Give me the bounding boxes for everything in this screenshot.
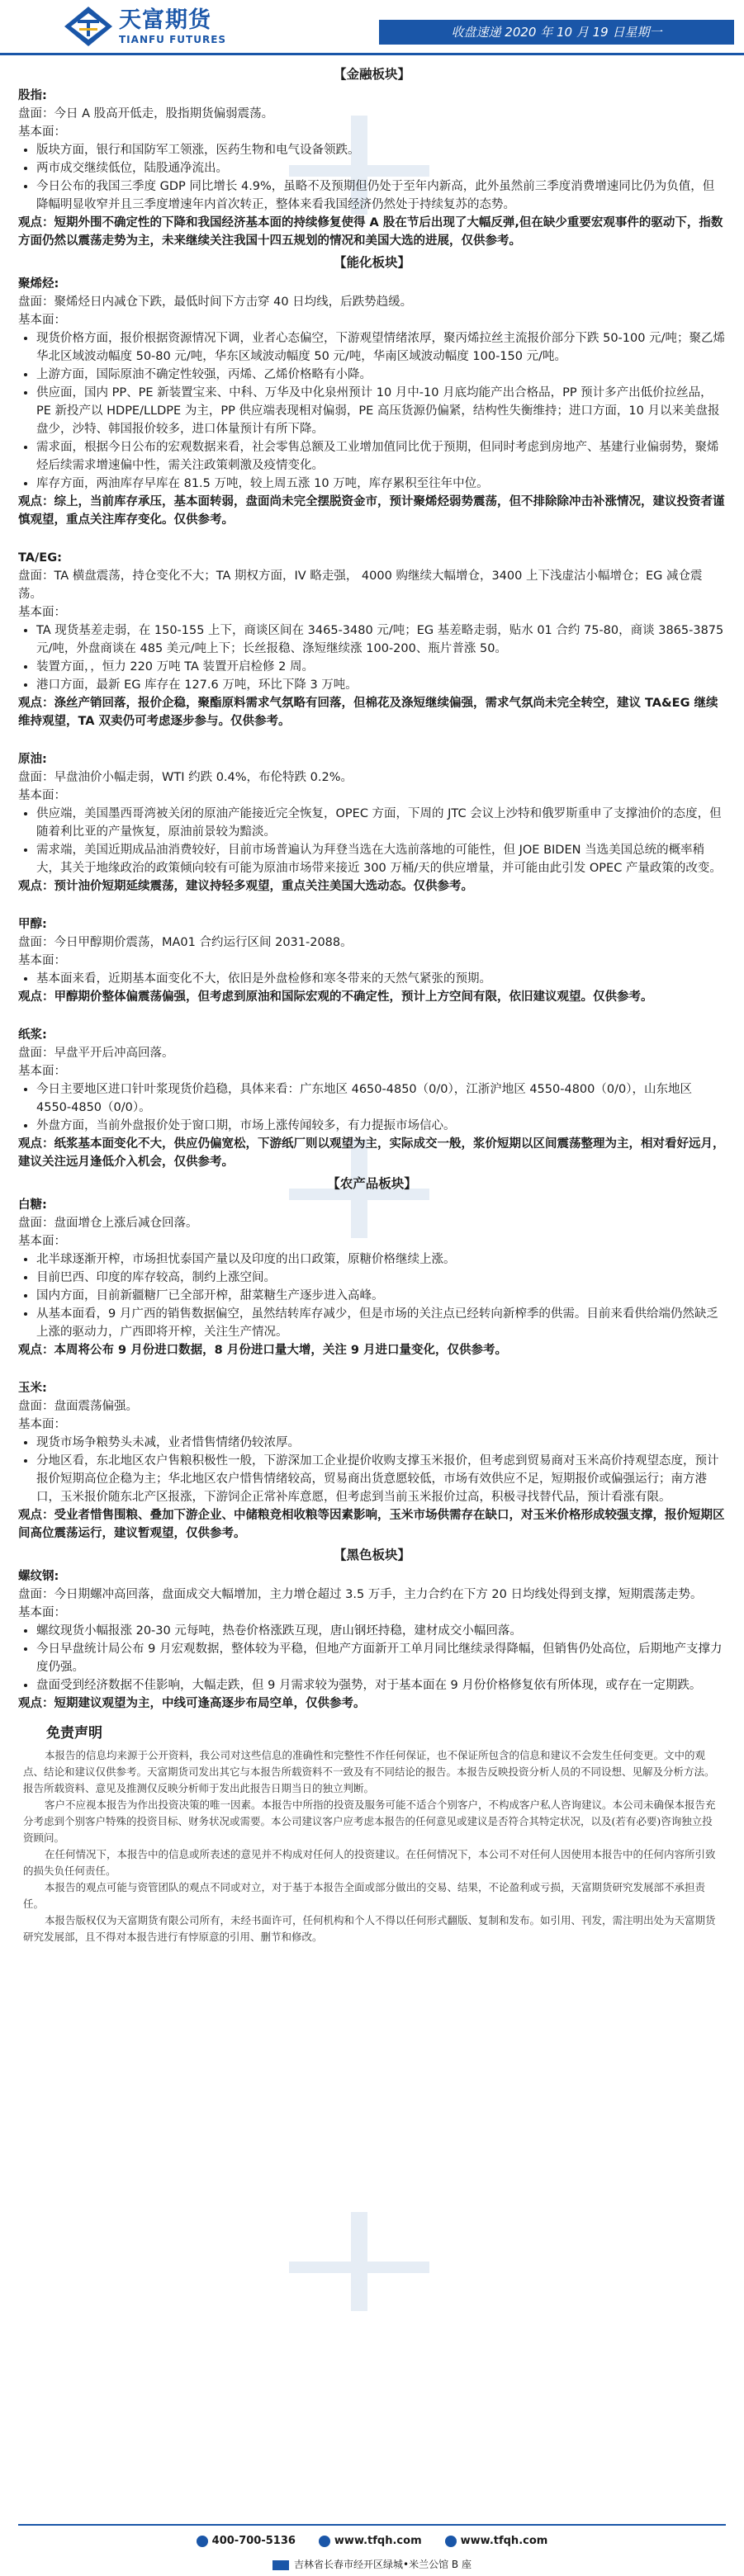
bullet-list <box>18 1622 726 1694</box>
list-item: • 需求端，美国近期成品油消费较好，目前市场普遍认为拜登当选在大选前落地的可能性，但 JOE BIDEN 当选美国总统的概率稍大，其关于地缘政治的政策倾向较有可能为原油市场带来接近 300 万桶/天的供应增量，并可能由此引发 OPEC 产量政策的改变。 <box>36 841 726 877</box>
report-body <box>0 55 744 1945</box>
list-item: • 现货市场争粮势头未减，业者惜售情绪仍较浓厚。 <box>36 1434 726 1452</box>
subsection-corn: 玉米: <box>18 1382 47 1395</box>
view-paragraph: 观点：本周将公布 9 月份进口数据，8 月份进口量大增，关注 9 月进口量变化，仅供参考。 <box>18 1344 508 1357</box>
subsection-sugar: 白糖: <box>18 1198 47 1212</box>
list-item: • 基本面来看，近期基本面变化不大，依旧是外盘检修和寒冬带来的天然气紧张的预期。 <box>36 970 726 988</box>
list-item: • 今日公布的我国三季度 GDP 同比增长 4.9%，虽略不及预期但仍处于至年内新高，此外虽然前三季度消费增速同比仍为负值，但降幅明显收窄并且三季度增速年内首次转正，整体来看我国经济仍然处于持续复苏的态势。 <box>36 177 726 214</box>
bullet-list <box>18 1434 726 1506</box>
subsection-index: 股指: <box>18 89 47 102</box>
bullet-list <box>18 622 726 694</box>
logo-chinese-name: 天富期货 <box>119 7 211 33</box>
view-paragraph: 观点：甲醇期价整体偏震荡偏强，但考虑到原油和国际宏观的不确定性，预计上方空间有限，依旧建议观望。仅供参考。 <box>18 990 653 1004</box>
footer-email[interactable]: www.tfqh.com <box>319 2532 422 2550</box>
subsection-rebar: 螺纹钢: <box>18 1570 59 1583</box>
basics-label: 基本面： <box>18 1235 66 1248</box>
list-item: • 目前巴西、印度的库存较高，制约上涨空间。 <box>36 1269 726 1287</box>
footer-address: 吉林省长春市经开区绿城•米兰公馆 B 座 <box>0 2555 744 2574</box>
section-title-finance: 【金融板块】 <box>333 67 410 82</box>
basics-label: 基本面： <box>18 954 66 967</box>
market-text: 盘面：今日 A 股高开低走，股指期货偏弱震荡。 <box>18 107 274 121</box>
basics-label: 基本面： <box>18 789 66 802</box>
list-item: • 需求面，根据今日公布的宏观数据来看，社会零售总额及工业增加值同比优于预期，但同时考虑到房地产、基建行业偏弱势，聚烯烃后续需求增速偏中性，需关注政策刺激及疫情变化。 <box>36 438 726 475</box>
section-title-energy: 【能化板块】 <box>333 255 410 270</box>
list-item: • 今日早盘统计局公布 9 月宏观数据，整体较为平稳，但地产方面新开工单月同比继续录得降幅，但销售仍处高位，后期地产支撑力度仍强。 <box>36 1640 726 1676</box>
mail-icon <box>319 2536 330 2547</box>
subsection-pulp: 纸浆: <box>18 1028 47 1042</box>
subsection-methanol: 甲醇: <box>18 918 47 931</box>
list-item: • 库存方面，两油库存早库在 81.5 万吨，较上周五涨 10 万吨，库存累积至往年中位。 <box>36 475 726 493</box>
market-text: 盘面：早盘油价小幅走弱，WTI 约跌 0.4%，布伦特跌 0.2%。 <box>18 771 353 784</box>
bullet-list <box>18 805 726 877</box>
basics-label: 基本面： <box>18 1418 66 1431</box>
list-item: • 上游方面，国际原油不确定性较强，丙烯、乙烯价格略有小降。 <box>36 366 726 384</box>
bullet-list <box>18 1080 726 1135</box>
basics-label: 基本面： <box>18 606 66 619</box>
subsection-crude: 原油: <box>18 753 47 766</box>
view-paragraph: 观点：涤丝产销回落，报价企稳，聚酯原料需求气氛略有回落，但棉花及涤短继续偏强，需求气氛尚未完全转空，建议 TA&EG 继续维持观望，TA 双卖仍可考虑逐步参与。仅供参考。 <box>18 697 718 728</box>
list-item: • 装置方面，，恒力 220 万吨 TA 装置开启检修 2 周。 <box>36 658 726 676</box>
disclaimer-paragraph: 本报告的观点可能与资管团队的观点不同或对立，对于基于本报告全面或部分做出的交易、结果，不论盈利或亏损，天富期货研究发展部不承担责任。 <box>23 1881 706 1910</box>
list-item: • 分地区看，东北地区农户售粮积极性一般，下游深加工企业提价收购支撑玉米报价，但考虑到贸易商对玉米高价持观望态度，预计报价短期高位企稳为主；华北地区农户惜售情绪较高，贸易商出货意愿较低，市场有效供应不足，短期报价或偏强运行；南方港口，玉米报价随东北产区报涨，下游饲企正常补库意愿，但考虑到当前玉米报价过高，积极寻找替代品，预计看涨有限。 <box>36 1452 726 1506</box>
market-text: 盘面：今日甲醇期价震荡，MA01 合约运行区间 2031-2088。 <box>18 936 353 949</box>
view-paragraph: 观点：综上，当前库存承压，基本面转弱，盘面尚未完全摆脱资金市，预计聚烯烃弱势震荡，但不排除除冲击补涨情况，建议投资者谨慎观望，重点关注库存变化。仅供参考。 <box>18 495 725 527</box>
footer-divider <box>18 2524 726 2526</box>
list-item: • 盘面受到经济数据不佳影响，大幅走跌，但 9 月需求较为强势，对于基本面在 9 月份价格修复依有所体现，或存在一定期跌。 <box>36 1676 726 1694</box>
phone-icon <box>197 2536 208 2547</box>
view-paragraph: 观点：短期建议观望为主，中线可逢高逐步布局空单，仅供参考。 <box>18 1697 366 1710</box>
list-item: • 北半球逐渐开榨，市场担忧泰国产量以及印度的出口政策，原糖价格继续上涨。 <box>36 1250 726 1269</box>
view-paragraph: 观点：预计油价短期延续震荡，建议持轻多观望，重点关注美国大选动态。仅供参考。 <box>18 880 473 893</box>
basics-label: 基本面： <box>18 1606 66 1619</box>
view-paragraph: 观点：受业者惜售围粮、叠加下游企业、中储粮竞相收粮等因素影响，玉米市场供需存在缺口，对玉米价格形成较强支撑，报价短期区间高位震荡运行，建议暂观望，仅供参考。 <box>18 1509 725 1540</box>
basics-label: 基本面： <box>18 1065 66 1078</box>
list-item: • 版块方面，银行和国防军工领涨，医药生物和电气设备领跌。 <box>36 141 726 159</box>
disclaimer-paragraph: 在任何情况下，本报告中的信息或所表述的意见并不构成对任何人的投资建议。在任何情况下，本公司不对任何人因使用本报告中的任何内容所引致的损失负任何责任。 <box>23 1848 716 1877</box>
market-text: 盘面：早盘平开后冲高回落。 <box>18 1047 174 1060</box>
disclaimer-paragraph: 客户不应视本报告为作出投资决策的唯一因素。本报告中所指的投资及服务可能不适合个别客户，不构成客户私人咨询建议。本公司未确保本报告充分考虑到个别客户特殊的投资目标、财务状况或需要。本公司建议客户应考虑本报告的任何意见或建议是否符合其特定状况，以及(若有必要)咨询独立投资顾问。 <box>23 1798 716 1844</box>
list-item: • 今日主要地区进口针叶浆现货价趋稳，具体来看：广东地区 4650-4850（0/0），江浙沪地区 4550-4800（0/0），山东地区 4550-4850（0/0）。 <box>36 1080 726 1117</box>
list-item: • 国内方面，目前新疆糖厂已全部开榨，甜菜糖生产逐步进入高峰。 <box>36 1287 726 1305</box>
bullet-list <box>18 970 726 988</box>
list-item: • 螺纹现货小幅报涨 20-30 元每吨，热卷价格涨跌互现，唐山钢坯持稳，建材成交小幅回落。 <box>36 1622 726 1640</box>
list-item: • 现货价格方面，报价根据资源情况下调，业者心态偏空，下游观望情绪浓厚，聚丙烯拉丝主流报价部分下跌 50-100 元/吨；聚乙烯华北区域波动幅度 50-80 元/吨，华东区域波动幅度 50 元/吨，华南区域波动幅度 100-150 元/吨。 <box>36 329 726 366</box>
bullet-list <box>18 141 726 214</box>
basics-label: 基本面： <box>18 125 66 139</box>
basics-label: 基本面： <box>18 314 66 327</box>
footer-phone: 400-700-5136 <box>197 2532 296 2550</box>
disclaimer-paragraph: 本报告版权仅为天富期货有限公司所有，未经书面许可，任何机构和个人不得以任何形式翻版、复制和发布。如引用、刊发，需注明出处为天富期货研究发展部，且不得对本报告进行有悖原意的引用、删节和修改。 <box>23 1914 716 1943</box>
date-banner: 收盘速递 2020 年 10 月 19 日星期一 <box>379 20 734 45</box>
list-item: • 供应面，国内 PP、PE 新装置宝来、中科、万华及中化泉州预计 10 月中-10 月底均能产出合格品，PP 预计多产出低价拉丝品，PE 新投产以 HDPE/LLDPE 为主，PP 供应端表现相对偏弱，PE 高压货源仍偏紧，结构性失衡维持；进口方面，10 月以来美盘报盘少，沙特、韩国报价较多，进口体量预计有所下降。 <box>36 384 726 438</box>
list-item: • 港口方面，最新 EG 库存在 127.6 万吨，环比下降 3 万吨。 <box>36 676 726 694</box>
bullet-list <box>18 1250 726 1341</box>
footer-website[interactable]: www.tfqh.com <box>445 2532 548 2550</box>
report-footer <box>0 2524 744 2576</box>
market-text: 盘面：TA 横盘震荡，持仓变化不大；TA 期权方面，IV 略走强， 4000 购继续大幅增仓，3400 上下浅虚沽小幅增仓；EG 减仓震荡。 <box>18 570 703 601</box>
market-text: 盘面：今日期螺冲高回落，盘面成交大幅增加，主力增仓超过 3.5 万手，主力合约在下方 20 日均线处得到支撑，短期震荡走势。 <box>18 1588 703 1601</box>
view-paragraph: 观点：纸浆基本面变化不大，供应仍偏宽松，下游纸厂则以观望为主，实际成交一般，浆价短期以区间震荡整理为主，相对看好远月，建议关注远月逢低介入机会，仅供参考。 <box>18 1137 725 1169</box>
list-item: • 外盘方面，当前外盘报价处于窗口期，市场上涨传闻较多，有力提振市场信心。 <box>36 1117 726 1135</box>
subsection-polyolefin: 聚烯烃: <box>18 277 59 291</box>
logo-english-name: TIANFU FUTURES <box>119 34 227 45</box>
subsection-ta-eg: TA/EG: <box>18 551 62 565</box>
disclaimer-title: 免责声明 <box>46 1725 102 1742</box>
market-text: 盘面：聚烯烃日内减仓下跌，最低时间下方击穿 40 日均线，后跌势趋缓。 <box>18 295 413 309</box>
section-title-agri: 【农产品板块】 <box>327 1176 417 1191</box>
company-logo <box>63 5 226 48</box>
view-paragraph: 观点：短期外围不确定性的下降和我国经济基本面的持续修复使得 A 股在节后出现了大幅反弹,但在缺少重要宏观事件的驱动下，指数方面仍然以震荡走势为主，未来继续关注我国十四五规划的情况和美国大选的进展，仅供参考。 <box>18 216 723 248</box>
globe-icon <box>445 2536 457 2547</box>
disclaimer-paragraph: 本报告的信息均来源于公开资料，我公司对这些信息的准确性和完整性不作任何保证，也不保证所包含的信息和建议不会发生任何变更。文中的观点、结论和建议仅供参考。天富期货司发出其它与本报告所载资料不一致及有不同结论的报告。本报告反映投资分析人员的不同设想、见解及分析方法。报告所载资料、意见及推测仅反映分析师于发出此报告日期当日的独立判断。 <box>23 1749 715 1794</box>
section-title-black: 【黑色板块】 <box>333 1548 410 1562</box>
list-item: • TA 现货基差走弱，在 150-155 上下，商谈区间在 3465-3480 元/吨；EG 基差略走弱，贴水 01 合约 75-80，商谈 3865-3875 元/吨，外盘商谈在 485 美元/吨上下；长丝报稳、涤短继续涨 100-200、瓶片普涨 50。 <box>36 622 726 658</box>
tianfu-logo-icon <box>63 5 114 48</box>
list-item: • 两市成交继续低位，陆股通净流出。 <box>36 159 726 177</box>
market-text: 盘面：盘面增仓上涨后减仓回落。 <box>18 1217 198 1230</box>
list-item: • 从基本面看，9 月广西的销售数据偏空，虽然结转库存减少，但是市场的关注点已经转向新榨季的供需。目前来看供给端仍然缺乏上涨的驱动力，广西即将开榨，关注生产情况。 <box>36 1305 726 1341</box>
market-text: 盘面：盘面震荡偏强。 <box>18 1400 138 1413</box>
list-item: • 供应端，美国墨西哥湾被关闭的原油产能接近完全恢复，OPEC 方面，下周的 JTC 会议上沙特和俄罗斯重申了支撑油价的态度，但随着利比亚的产量恢复，原油前景较为黯淡。 <box>36 805 726 841</box>
bullet-list <box>18 329 726 493</box>
report-header <box>0 0 744 55</box>
location-icon <box>272 2560 289 2570</box>
